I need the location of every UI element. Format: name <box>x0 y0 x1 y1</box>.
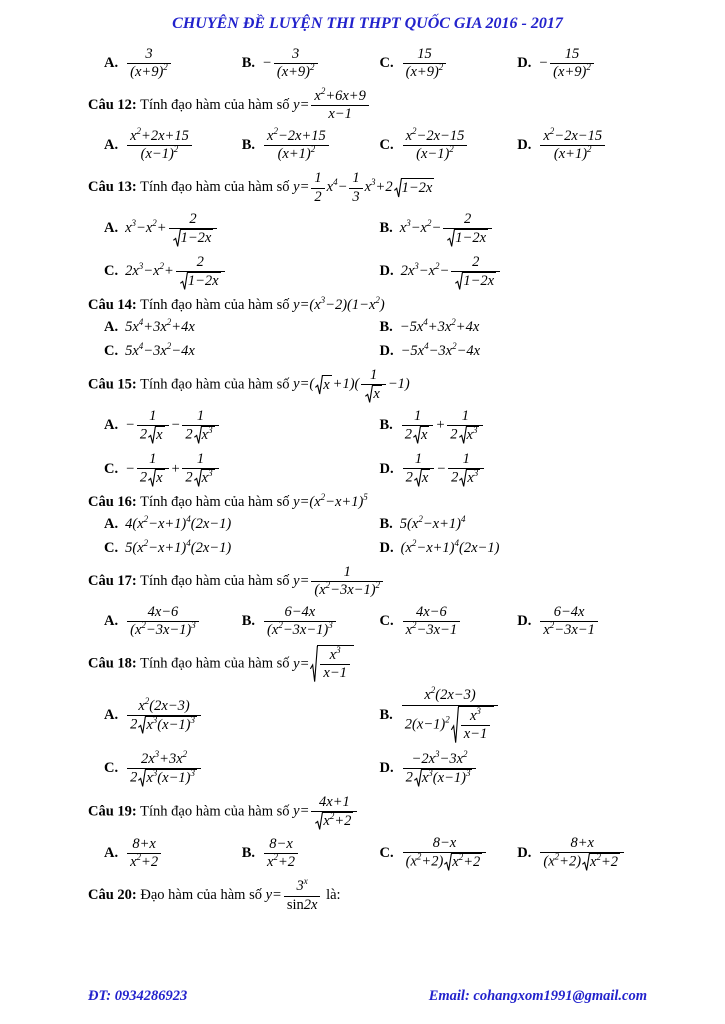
radical-icon <box>315 812 323 830</box>
option-formula: $2x^3-x^2-$ $\frac{2}{1-2x}$ <box>401 263 502 279</box>
option-formula: $x^2(2x-3)$ 2 $x^3(x-1)^3$ <box>125 707 203 723</box>
option-label: B. <box>241 54 256 71</box>
option-label: A. <box>104 612 119 629</box>
option-formula: $5x^4-3x^2-4x$ <box>125 340 195 359</box>
radical-icon <box>194 426 202 444</box>
radical-icon <box>148 469 156 487</box>
question-18 <box>88 645 647 683</box>
option-label: D. <box>517 612 532 629</box>
option-label: D. <box>379 760 394 777</box>
option-label: C. <box>104 263 119 280</box>
option-formula: 1 2 x + 1 2 $x^3$ <box>400 417 486 433</box>
option-label: D. <box>379 460 394 477</box>
option-c <box>380 834 510 872</box>
question-formula: y= $\frac{x^2+6x+9}{x-1}$ <box>293 97 371 113</box>
option-b <box>242 603 372 640</box>
question-text: Tính đạo hàm của hàm số <box>140 376 290 393</box>
question-text: Đạo hàm của hàm số <box>140 887 262 904</box>
option-c <box>380 603 510 640</box>
question-formula: $y=(x^2-x+1)^5$ <box>293 492 368 511</box>
question-number: Câu 13: <box>88 179 137 196</box>
question-17 <box>88 563 647 600</box>
option-a <box>104 45 234 82</box>
question-number: Câu 18: <box>88 655 137 672</box>
option-formula: $x^2(2x-3)$ $2(x-1)^2$ $\frac{x^3}{x-1}$ <box>400 707 500 723</box>
question-14 <box>88 296 647 315</box>
option-label: A. <box>104 516 119 533</box>
option-formula: $-2x^3-3x^2$ 2 $x^3(x-1)^3$ <box>401 760 479 776</box>
question-16 <box>88 493 647 512</box>
option-b <box>242 45 372 82</box>
question-number: Câu 20: <box>88 887 137 904</box>
question-15 <box>88 366 647 404</box>
option-label: A. <box>104 844 119 861</box>
question-suffix: là: <box>322 887 341 904</box>
option-formula: $\frac{8-x}{x^2+2}$ <box>262 845 300 861</box>
radical-icon <box>315 375 323 395</box>
question-text: Tính đạo hàm của hàm số <box>140 803 290 820</box>
option-c <box>380 127 510 164</box>
question-number: Câu 12: <box>88 96 137 113</box>
option-label: B. <box>241 137 256 154</box>
question-19 <box>88 793 647 831</box>
option-formula: $(x^2-x+1)^4(2x-1)$ <box>400 538 500 556</box>
option-formula: 8−x $(x^2+2)$ $x^2+2$ <box>401 845 489 861</box>
option-label: A. <box>104 54 119 71</box>
question-formula: y= $\frac{4x+1}{x^2+2}$ <box>293 803 359 819</box>
radical-icon <box>459 426 467 444</box>
question-formula: $y=(x^3-2)(1-x^2)$ <box>293 295 385 314</box>
option-label: C. <box>379 137 394 154</box>
option-c <box>104 539 372 558</box>
radical-icon <box>138 769 146 787</box>
options-row <box>88 127 647 164</box>
option-a <box>104 407 372 445</box>
radical-icon <box>310 645 318 683</box>
option-a <box>104 835 234 872</box>
radical-icon <box>447 229 455 247</box>
option-label: B. <box>241 844 256 861</box>
option-b <box>380 210 648 248</box>
option-label: B. <box>379 318 393 335</box>
option-label: C. <box>379 612 394 629</box>
option-label: D. <box>517 137 532 154</box>
option-label: B. <box>379 417 393 434</box>
footer-email-link[interactable]: Email: cohangxom1991@gmail.com <box>428 988 647 1005</box>
radical-icon <box>394 178 402 198</box>
option-d <box>380 253 648 291</box>
option-formula: $5(x^2-x+1)^4$ <box>399 514 466 533</box>
option-formula: $\frac{15}{(x+9)^2}$ <box>401 55 449 71</box>
radical-icon <box>582 853 590 871</box>
option-d <box>380 450 648 488</box>
option-b <box>380 318 648 337</box>
question-number: Câu 17: <box>88 572 137 589</box>
options-row <box>88 318 647 361</box>
question-formula: y= $\frac{1}{(x^2-3x-1)^2}$ <box>293 573 385 589</box>
question-text: Tính đạo hàm của hàm số <box>140 96 290 113</box>
option-d <box>517 834 647 872</box>
option-label: D. <box>379 539 394 556</box>
option-label: A. <box>104 417 119 434</box>
radical-icon <box>414 769 422 787</box>
option-formula: − 1 2 x + 1 2 $x^3$ <box>125 461 220 477</box>
question-20 <box>88 877 647 914</box>
question-text: Tính đạo hàm của hàm số <box>140 179 290 196</box>
option-a <box>104 210 372 248</box>
radical-icon <box>138 716 146 734</box>
option-formula: $\frac{x^2-2x-15}{(x-1)^2}$ <box>401 137 470 153</box>
option-formula: 1 2 x − 1 2 $x^3$ <box>401 461 487 477</box>
question-number: Câu 14: <box>88 297 137 314</box>
options-row <box>88 834 647 872</box>
options-row <box>88 45 647 82</box>
option-a <box>104 127 234 164</box>
option-label: A. <box>104 220 119 237</box>
option-label: C. <box>104 760 119 777</box>
option-d <box>517 45 647 82</box>
option-b <box>242 127 372 164</box>
radical-icon <box>365 385 373 403</box>
option-d <box>517 127 647 164</box>
option-d <box>380 750 648 788</box>
option-formula: $5x^4+3x^2+4x$ <box>125 317 195 335</box>
option-formula: $\frac{x^2-2x-15}{(x+1)^2}$ <box>538 137 607 153</box>
option-label: B. <box>379 516 393 533</box>
radical-icon <box>451 706 459 744</box>
option-a <box>104 697 372 735</box>
option-label: C. <box>104 342 119 359</box>
radical-icon <box>444 853 452 871</box>
option-a <box>104 515 372 534</box>
option-formula: $\frac{x^2+2x+15}{(x-1)^2}$ <box>125 137 194 153</box>
option-formula: $\frac{8+x}{x^2+2}$ <box>125 845 163 861</box>
option-label: D. <box>517 844 532 861</box>
option-label: B. <box>379 706 393 723</box>
question-number: Câu 16: <box>88 494 137 511</box>
option-formula: $x^3-x^2-$ $\frac{2}{1-2x}$ <box>400 220 494 236</box>
options-row <box>88 515 647 558</box>
question-13 <box>88 169 647 206</box>
options-row <box>88 686 647 788</box>
option-formula: $-5x^4+3x^2+4x$ <box>399 317 480 335</box>
option-label: A. <box>104 318 119 335</box>
option-d <box>517 603 647 640</box>
option-c <box>104 450 372 488</box>
question-formula: y=( x +1)( $\frac{1}{x}$ −1) <box>293 366 410 402</box>
page-title: CHUYÊN ĐỀ LUYỆN THI THPT QUỐC GIA 2016 - 2017 <box>172 15 563 32</box>
option-c <box>104 342 372 361</box>
option-formula: $4(x^2-x+1)^4(2x-1)$ <box>125 514 232 533</box>
question-text: Tính đạo hàm của hàm số <box>140 494 290 511</box>
option-label: C. <box>104 460 119 477</box>
option-d <box>380 539 648 558</box>
option-formula: $\frac{4x-6}{x^2-3x-1}$ <box>401 613 462 629</box>
option-label: B. <box>241 612 256 629</box>
option-label: B. <box>379 220 393 237</box>
question-12 <box>88 87 647 124</box>
option-formula: $\frac{6-4x}{(x^2-3x-1)^3}$ <box>262 613 338 629</box>
option-formula: $\frac{4x-6}{(x^2-3x-1)^3}$ <box>125 613 201 629</box>
question-text: Tính đạo hàm của hàm số <box>140 572 290 589</box>
question-text: Tính đạo hàm của hàm số <box>140 655 290 672</box>
questions-container <box>88 43 647 918</box>
option-d <box>380 342 648 361</box>
options-row <box>88 603 647 640</box>
option-a <box>104 318 372 337</box>
option-a <box>104 603 234 640</box>
radical-icon <box>148 426 156 444</box>
option-c <box>104 253 372 291</box>
option-formula: − $\frac{3}{(x+9)^2}$ <box>262 55 319 71</box>
option-c <box>104 750 372 788</box>
option-label: D. <box>517 54 532 71</box>
option-label: D. <box>379 263 394 280</box>
option-formula: − 1 2 x − 1 2 $x^3$ <box>125 417 220 433</box>
footer <box>88 979 647 1006</box>
question-formula: y= $\frac{x^3}{x-1}$ <box>293 656 355 672</box>
radical-icon <box>194 469 202 487</box>
option-formula: $-5x^4-3x^2-4x$ <box>400 340 481 359</box>
option-formula: − $\frac{15}{(x+9)^2}$ <box>538 55 595 71</box>
option-label: C. <box>379 844 394 861</box>
question-number: Câu 19: <box>88 803 137 820</box>
options-row <box>88 407 647 488</box>
option-formula: $5(x^2-x+1)^4(2x-1)$ <box>125 538 232 556</box>
option-label: A. <box>104 706 119 723</box>
option-formula: 8+x $(x^2+2)$ $x^2+2$ <box>538 845 626 861</box>
radical-icon <box>414 469 422 487</box>
option-formula: $\frac{x^2-2x+15}{(x+1)^2}$ <box>262 137 331 153</box>
option-b <box>242 835 372 872</box>
option-formula: $2x^3-x^2+$ $\frac{2}{1-2x}$ <box>125 263 226 279</box>
radical-icon <box>455 272 463 290</box>
option-label: A. <box>104 137 119 154</box>
option-b <box>380 515 648 534</box>
option-formula: $\frac{6-4x}{x^2-3x-1}$ <box>538 613 599 629</box>
options-row <box>88 210 647 291</box>
radical-icon <box>413 426 421 444</box>
footer-phone: ĐT: 0934286923 <box>88 988 188 1005</box>
option-c <box>380 45 510 82</box>
radical-icon <box>180 272 188 290</box>
option-label: C. <box>379 54 394 71</box>
option-formula: $\frac{3}{(x+9)^2}$ <box>125 55 173 71</box>
question-formula: y= $\frac{3^x}{\sin 2x}$ <box>266 887 323 903</box>
question-number: Câu 15: <box>88 376 137 393</box>
radical-icon <box>459 469 467 487</box>
option-formula: $2x^3+3x^2$ 2 $x^3(x-1)^3$ <box>125 760 203 776</box>
option-label: C. <box>104 539 119 556</box>
option-b <box>380 407 648 445</box>
radical-icon <box>173 229 181 247</box>
question-formula: y= $\frac{1}{2}$ $x^4-$ $\frac{1}{3}$ $x^3+2$ 1−2x <box>293 170 433 205</box>
option-label: D. <box>379 342 394 359</box>
question-text: Tính đạo hàm của hàm số <box>140 297 290 314</box>
option-formula: $x^3-x^2+$ $\frac{2}{1-2x}$ <box>125 220 219 236</box>
option-b <box>380 686 648 744</box>
